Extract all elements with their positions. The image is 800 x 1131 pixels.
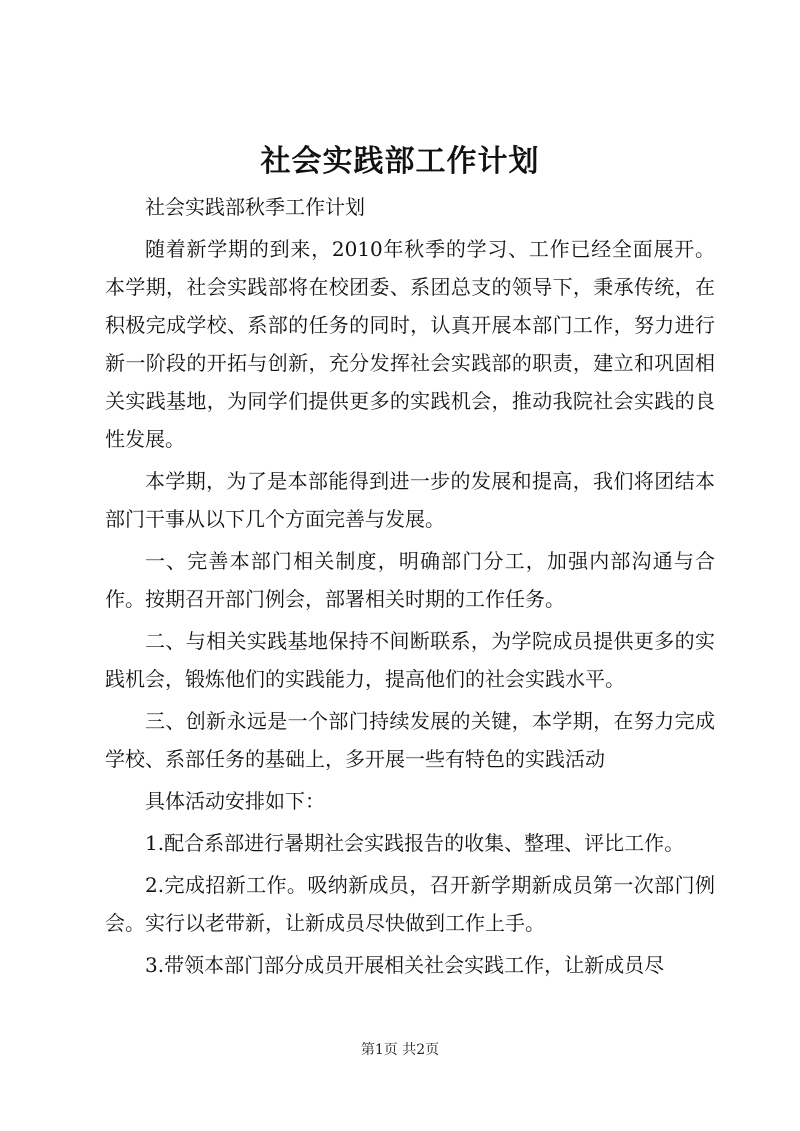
paragraph-point-1: 一、完善本部门相关制度，明确部门分工，加强内部沟通与合作。按期召开部门例会，部署相关时期的工作任务。	[105, 549, 715, 611]
paragraph-point-2: 二、与相关实践基地保持不间断联系，为学院成员提供更多的实践机会，锻炼他们的实践能力，提高他们的社会实践水平。	[105, 629, 715, 691]
paragraph-goal: 本学期，为了是本部能得到进一步的发展和提高，我们将团结本部门干事从以下几个方面完善与发展。	[105, 469, 715, 531]
paragraph-item-1: 1.配合系部进行暑期社会实践报告的收集、整理、评比工作。	[145, 831, 685, 855]
paragraph-intro: 随着新学期的到来，2010年秋季的学习、工作已经全面展开。本学期，社会实践部将在校团委、系团总支的领导下，秉承传统，在积极完成学校、系部的任务的同时，认真开展本部门工作，努力进行新一阶段的开拓与创新，充分发挥社会实践部的职责，建立和巩固相关实践基地，为同学们提供更多的实践机会，推动我院社会实践的良性发展。	[105, 237, 715, 451]
paragraph-item-2: 2.完成招新工作。吸纳新成员，召开新学期新成员第一次部门例会。实行以老带新，让新成员尽快做到工作上手。	[105, 873, 715, 935]
page-number-footer: 第1页 共2页	[360, 1042, 440, 1058]
document-body	[105, 188, 715, 988]
paragraph-item-3: 3.带领本部门部分成员开展相关社会实践工作，让新成员尽	[145, 953, 665, 977]
paragraph-subtitle: 社会实践部秋季工作计划	[145, 195, 365, 219]
paragraph-point-3: 三、创新永远是一个部门持续发展的关键，本学期，在努力完成学校、系部任务的基础上，多开展一些有特色的实践活动	[105, 709, 715, 771]
document-title: 社会实践部工作计划	[260, 144, 540, 179]
paragraph-schedule-heading: 具体活动安排如下：	[145, 789, 325, 813]
